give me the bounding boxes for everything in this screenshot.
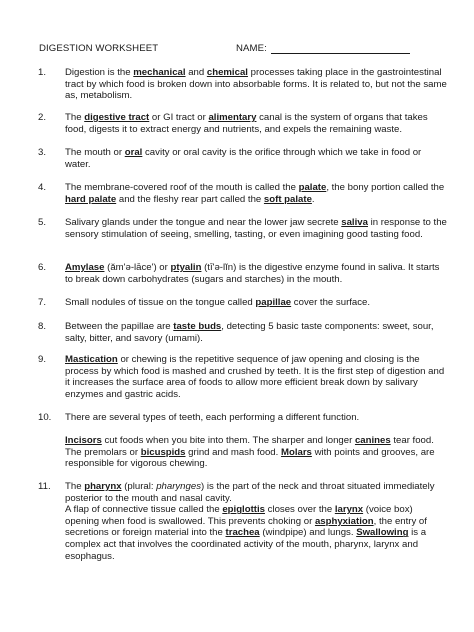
key-term: taste buds xyxy=(173,321,222,332)
item-number: 7. xyxy=(38,297,47,308)
text-segment: . xyxy=(311,193,315,205)
key-term: mechanical xyxy=(133,67,186,78)
name-label: NAME: xyxy=(236,43,267,54)
item-number: 11. xyxy=(38,481,51,492)
text-segment: and xyxy=(185,67,207,78)
text-segment: or GI tract or xyxy=(149,112,209,123)
key-term: epiglottis xyxy=(222,504,265,515)
key-term: hard palate xyxy=(65,193,117,205)
key-term: asphyxiation xyxy=(314,515,374,527)
text-segment: cavity or oral cavity is the orifice through which we take in food or water. xyxy=(65,147,422,170)
text-segment: tear food. The premolars or xyxy=(65,435,434,458)
item-text xyxy=(65,504,427,562)
item-text xyxy=(65,297,448,309)
item-number: 4. xyxy=(38,182,47,193)
text-segment: , detecting 5 basic taste components: sweet, sour, salty, bitter, and savory (umami). xyxy=(65,321,434,344)
item-text xyxy=(65,435,435,469)
text-segment: The xyxy=(65,112,85,123)
key-term: Molars xyxy=(280,446,312,458)
text-segment: with points and grooves, are responsible for vigorous chewing. xyxy=(65,446,435,470)
text-segment: The membrane-covered roof of the mouth is called the xyxy=(65,182,299,193)
teeth-types-paragraph xyxy=(65,435,448,470)
text-segment: cover the surface. xyxy=(291,297,371,308)
item-text xyxy=(65,67,448,102)
key-term: saliva xyxy=(341,217,368,228)
item-number: 6. xyxy=(38,262,47,273)
item-text xyxy=(65,112,448,135)
key-term: digestive tract xyxy=(84,112,150,123)
text-segment: processes taking place in the gastrointestinal tract by which food is broken down into absorbable forms. It is related to, but not the same as, metabolism. xyxy=(65,67,447,102)
text-segment: canal is the system of organs that takes food, digests it to extract energy and nutrients, and expels the remaining waste. xyxy=(65,112,428,135)
key-term: larynx xyxy=(334,504,364,515)
item-text xyxy=(65,217,448,240)
key-term: Swallowing xyxy=(356,527,409,539)
item-text xyxy=(65,412,448,424)
key-term: oral xyxy=(124,147,143,158)
name-blank-line[interactable] xyxy=(271,53,410,54)
text-segment: There are several types of teeth, each performing a different function. xyxy=(65,412,360,423)
key-term: trachea xyxy=(225,527,260,539)
key-term: canines xyxy=(354,435,391,446)
key-term: alimentary xyxy=(208,112,257,123)
text-segment: Digestion is the xyxy=(65,67,134,78)
text-segment: , the entry of secretions or foreign material into the xyxy=(65,515,427,539)
item-number: 1. xyxy=(38,67,47,78)
text-segment: The mouth or xyxy=(65,147,125,158)
italic-term: pharynges xyxy=(156,481,201,492)
item-text xyxy=(65,354,448,401)
key-term: Incisors xyxy=(65,435,102,446)
item-text xyxy=(65,147,448,170)
text-segment: Salivary glands under the tongue and near the lower jaw secrete xyxy=(65,217,342,228)
item-number: 9. xyxy=(38,354,47,365)
key-term: Mastication xyxy=(65,354,118,365)
item-text xyxy=(65,321,448,344)
key-term: soft palate xyxy=(263,193,312,205)
text-segment: or chewing is the repetitive sequence of jaw opening and closing is the process by which food is mashed and crushed by teeth. It is the first step of digestion and it increases the surface area of foods to allow more efficient break down by salivary enzymes and gastric acids. xyxy=(65,354,445,401)
item-number: 8. xyxy=(38,321,47,332)
item-text xyxy=(65,182,448,205)
text-segment: and the fleshy rear part called the xyxy=(116,193,264,205)
text-segment: (plural: xyxy=(121,481,157,492)
item-number: 10. xyxy=(38,412,52,423)
item-number: 3. xyxy=(38,147,47,158)
text-segment: Small nodules of tissue on the tongue called xyxy=(65,297,256,308)
key-term: chemical xyxy=(206,67,248,78)
item-number: 2. xyxy=(38,112,47,123)
key-term: Amylase xyxy=(65,262,105,273)
key-term: pharynx xyxy=(84,481,122,492)
text-segment: (tī'ə-lĭn) is the digestive enzyme found in saliva. It starts to break down carbohydrates (sugars and starches) in the mouth. xyxy=(65,262,440,285)
text-segment: closes over the xyxy=(264,504,335,515)
text-segment: ) is the part of the neck and throat situated immediately posterior to the mouth and nasal cavity. xyxy=(65,481,435,504)
item-text xyxy=(65,481,448,504)
worksheet-title: DIGESTION WORKSHEET xyxy=(39,43,159,54)
text-segment: grind and mash food. xyxy=(185,446,281,458)
text-segment: The xyxy=(65,481,85,492)
key-term: papillae xyxy=(255,297,292,308)
text-segment: Between the papillae are xyxy=(65,321,174,332)
text-segment: cut foods when you bite into them. The sharper and longer xyxy=(101,435,355,446)
text-segment: is a complex act that involves the coordinated activity of the mouth, pharynx, larynx and esophagus. xyxy=(65,527,427,562)
text-segment: in response to the sensory stimulation of seeing, smelling, tasting, or even imagining good tasting food. xyxy=(65,217,447,240)
text-segment: A flap of connective tissue called the xyxy=(65,504,223,515)
key-term: bicuspids xyxy=(140,446,186,458)
item-text xyxy=(65,262,448,285)
epiglottis-paragraph xyxy=(65,504,448,563)
key-term: ptyalin xyxy=(170,262,202,273)
item-number: 5. xyxy=(38,217,47,228)
text-segment: (ăm'ə-lāce') or xyxy=(104,262,171,273)
key-term: palate xyxy=(298,182,327,193)
text-segment: (windpipe) and lungs. xyxy=(259,527,357,539)
text-segment: (voice box) opening when food is swallowed. This prevents choking or xyxy=(65,504,413,527)
text-segment: , the bony portion called the xyxy=(326,182,445,193)
